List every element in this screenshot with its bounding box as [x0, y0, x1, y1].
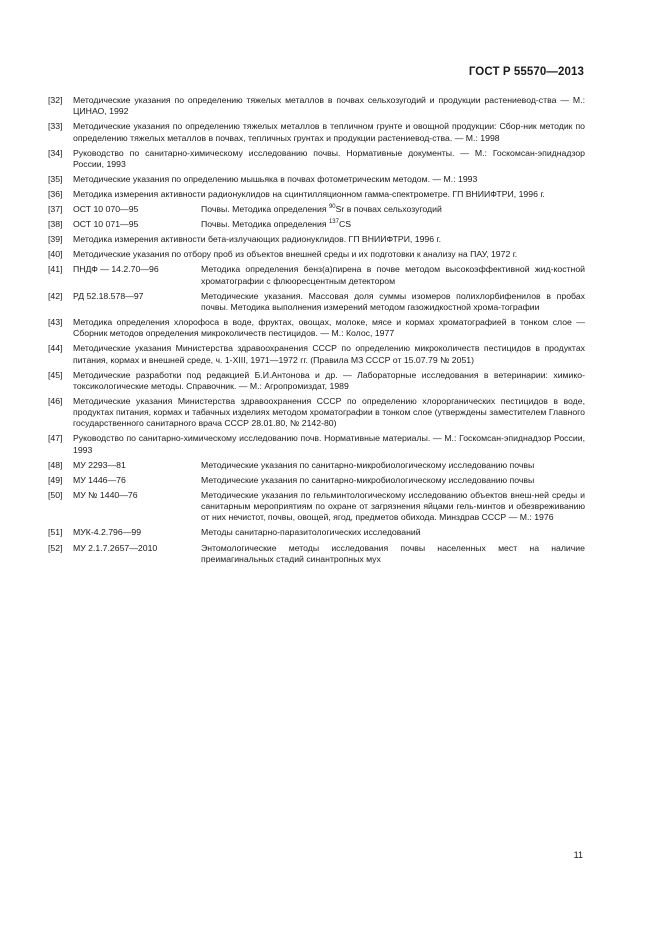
reference-text: Методика определения бенз(а)пирена в почве методом высокоэффективной жид-костной хроматографии с флюоресцентным детектором [201, 264, 585, 286]
reference-text: Методика измерения активности радионуклидов на сцинтилляционном гамма-спектрометре. ГП ВНИИФТРИ, 1996 г. [73, 188, 545, 199]
reference-item [48, 219, 585, 230]
reference-number: [44] [48, 343, 63, 354]
reference-code: МУК-4.2.796—99 [73, 527, 142, 538]
reference-item [48, 249, 585, 260]
reference-text: Почвы. Методика определения $^{137}$CS [201, 219, 352, 230]
isotope-superscript: 90 [328, 204, 336, 211]
reference-list [48, 95, 585, 569]
reference-item [48, 460, 585, 471]
reference-item [48, 317, 585, 339]
isotope-superscript: 137 [328, 219, 339, 226]
reference-text: Руководство по санитарно-химическому исследованию почв. Нормативные материалы. — М.: Госкомсан-эпиднадзор России, 1993 [73, 433, 585, 455]
reference-text: Методика определения хлорофоса в воде, фруктах, овощах, молоке, мясе и кормах хроматографией в тонком слое — Сборник методов определения микроколичеств пестицидов. — М.: Колос, 1977 [73, 317, 585, 339]
reference-number: [45] [48, 369, 63, 380]
reference-number: [49] [48, 474, 63, 485]
reference-text: Методические разработки под редакцией Б.И.Антонова и др. — Лабораторные исследования в ветеринарии: химико-токсикологические методы. Справочник. — М.: Агропромиздат, 1989 [73, 369, 585, 391]
reference-code: ОСТ 10 071—95 [73, 219, 139, 230]
reference-number: [47] [48, 433, 63, 444]
reference-number: [33] [48, 121, 63, 132]
reference-item [48, 543, 585, 565]
reference-item [48, 343, 585, 365]
reference-text: Методические указания по определению тяжелых металлов в тепличном грунте и овощной продукции: Сбор-ник методик по определению тяжелых металлов в почвах, тепличных грунтах и продукции растениевод-ства. — М.: 1998 [73, 121, 585, 143]
reference-text: Методика измерения активности бета-излучающих радионуклидов. ГП ВНИИФТРИ, 1996 г. [73, 234, 442, 245]
reference-number: [32] [48, 95, 63, 105]
reference-code: МУ 2.1.7.2657—2010 [73, 542, 158, 553]
reference-text: Методы санитарно-паразитологических исследований [201, 527, 421, 538]
reference-text: Методические указания по определению мышьяка в почвах фотометрическим методом. — М.: 1993 [73, 173, 478, 184]
reference-number: [41] [48, 264, 63, 275]
page-number: 11 [573, 850, 583, 860]
reference-item [48, 189, 585, 200]
reference-text: Методические указания по санитарно-микробиологическому исследованию почвы [201, 474, 535, 485]
reference-number: [52] [48, 542, 63, 553]
reference-text: Методические указания по санитарно-микробиологическому исследованию почвы [201, 459, 535, 470]
reference-number: [36] [48, 188, 63, 199]
reference-text: Методические указания. Массовая доля суммы изомеров полихлорбифенилов в пробах почвы. Методика выполнения измерений методом газожидкостной хромa-тографии [201, 290, 585, 312]
reference-text: Методические указания Министерства здравоохранения СССР по определению микроколичеств пестицидов в продуктах питания, кормах и внешней среде, ч. 1-XIII, 1971—1972 гг. (Правила МЗ СССР от 15.07.79 № 2051) [73, 343, 585, 365]
reference-item [48, 370, 585, 392]
reference-item [48, 264, 585, 286]
reference-item [48, 433, 585, 455]
reference-item [48, 527, 585, 538]
reference-code: МУ 2293—81 [73, 459, 126, 470]
reference-number: [37] [48, 204, 63, 215]
reference-item [48, 291, 585, 313]
reference-number: [43] [48, 317, 63, 328]
reference-item [48, 396, 585, 430]
reference-item [48, 234, 585, 245]
reference-code: ОСТ 10 070—95 [73, 204, 139, 215]
reference-number: [51] [48, 527, 63, 538]
reference-text: Методические указания по гельминтологическому исследованию объектов внеш-ней среды и санитарным мероприятиям по охране от загрязнения яйцами гель-минтов и обезвреживанию от них нечистот, почвы, овощей, ягод, предметов обихода. Минздрав СССР — М.: 1976 [201, 489, 585, 523]
reference-number: [35] [48, 173, 63, 184]
reference-number: [48] [48, 459, 63, 470]
reference-item [48, 95, 585, 117]
reference-number: [34] [48, 147, 63, 158]
reference-code: МУ 1446—76 [73, 474, 126, 485]
reference-number: [38] [48, 219, 63, 230]
reference-item [48, 204, 585, 215]
reference-code: РД 52.18.578—97 [73, 290, 144, 301]
reference-item [48, 148, 585, 170]
reference-text: Почвы. Методика определения $^{90}$Sr в почвах сельхозугодий [201, 204, 442, 215]
reference-number: [46] [48, 395, 63, 406]
reference-number: [40] [48, 249, 63, 260]
reference-text: Методические указания по отбору проб из объектов внешней среды и их подготовки к анализу на ПАУ, 1972 г. [73, 249, 518, 260]
reference-code: МУ № 1440—76 [73, 489, 138, 500]
reference-text: Методические указания по определению тяжелых металлов в почвах сельхозугодий и продукции растениевод-ства — М.: ЦИНАО, 1992 [73, 95, 585, 117]
reference-text: Методические указания Министерства здравоохранения СССР по определению хлорорганических пестицидов в воде, продуктах питания, кормах и табачных изделиях методом хроматографии в тонком слое (утверждены заместителем Главного государственного санитарного врача СССР 28.01.80, № 2142-80) [73, 395, 585, 429]
reference-number: [50] [48, 489, 63, 500]
reference-text: Руководство по санитарно-химическому исследованию почвы. Нормативные документы. — М.: Госкомсан-эпиднадзор России, 1993 [73, 147, 585, 169]
reference-item [48, 174, 585, 185]
document-id: ГОСТ Р 55570—2013 [468, 66, 584, 78]
reference-text: Энтомологические методы исследования почвы населенных мест на наличие преимагинальных стадий синантропных мух [201, 542, 585, 564]
reference-item [48, 490, 585, 524]
reference-number: [42] [48, 290, 63, 301]
reference-number: [39] [48, 234, 63, 245]
reference-item [48, 121, 585, 143]
reference-item [48, 475, 585, 486]
reference-code: ПНДФ — 14.2.70—96 [73, 264, 159, 275]
